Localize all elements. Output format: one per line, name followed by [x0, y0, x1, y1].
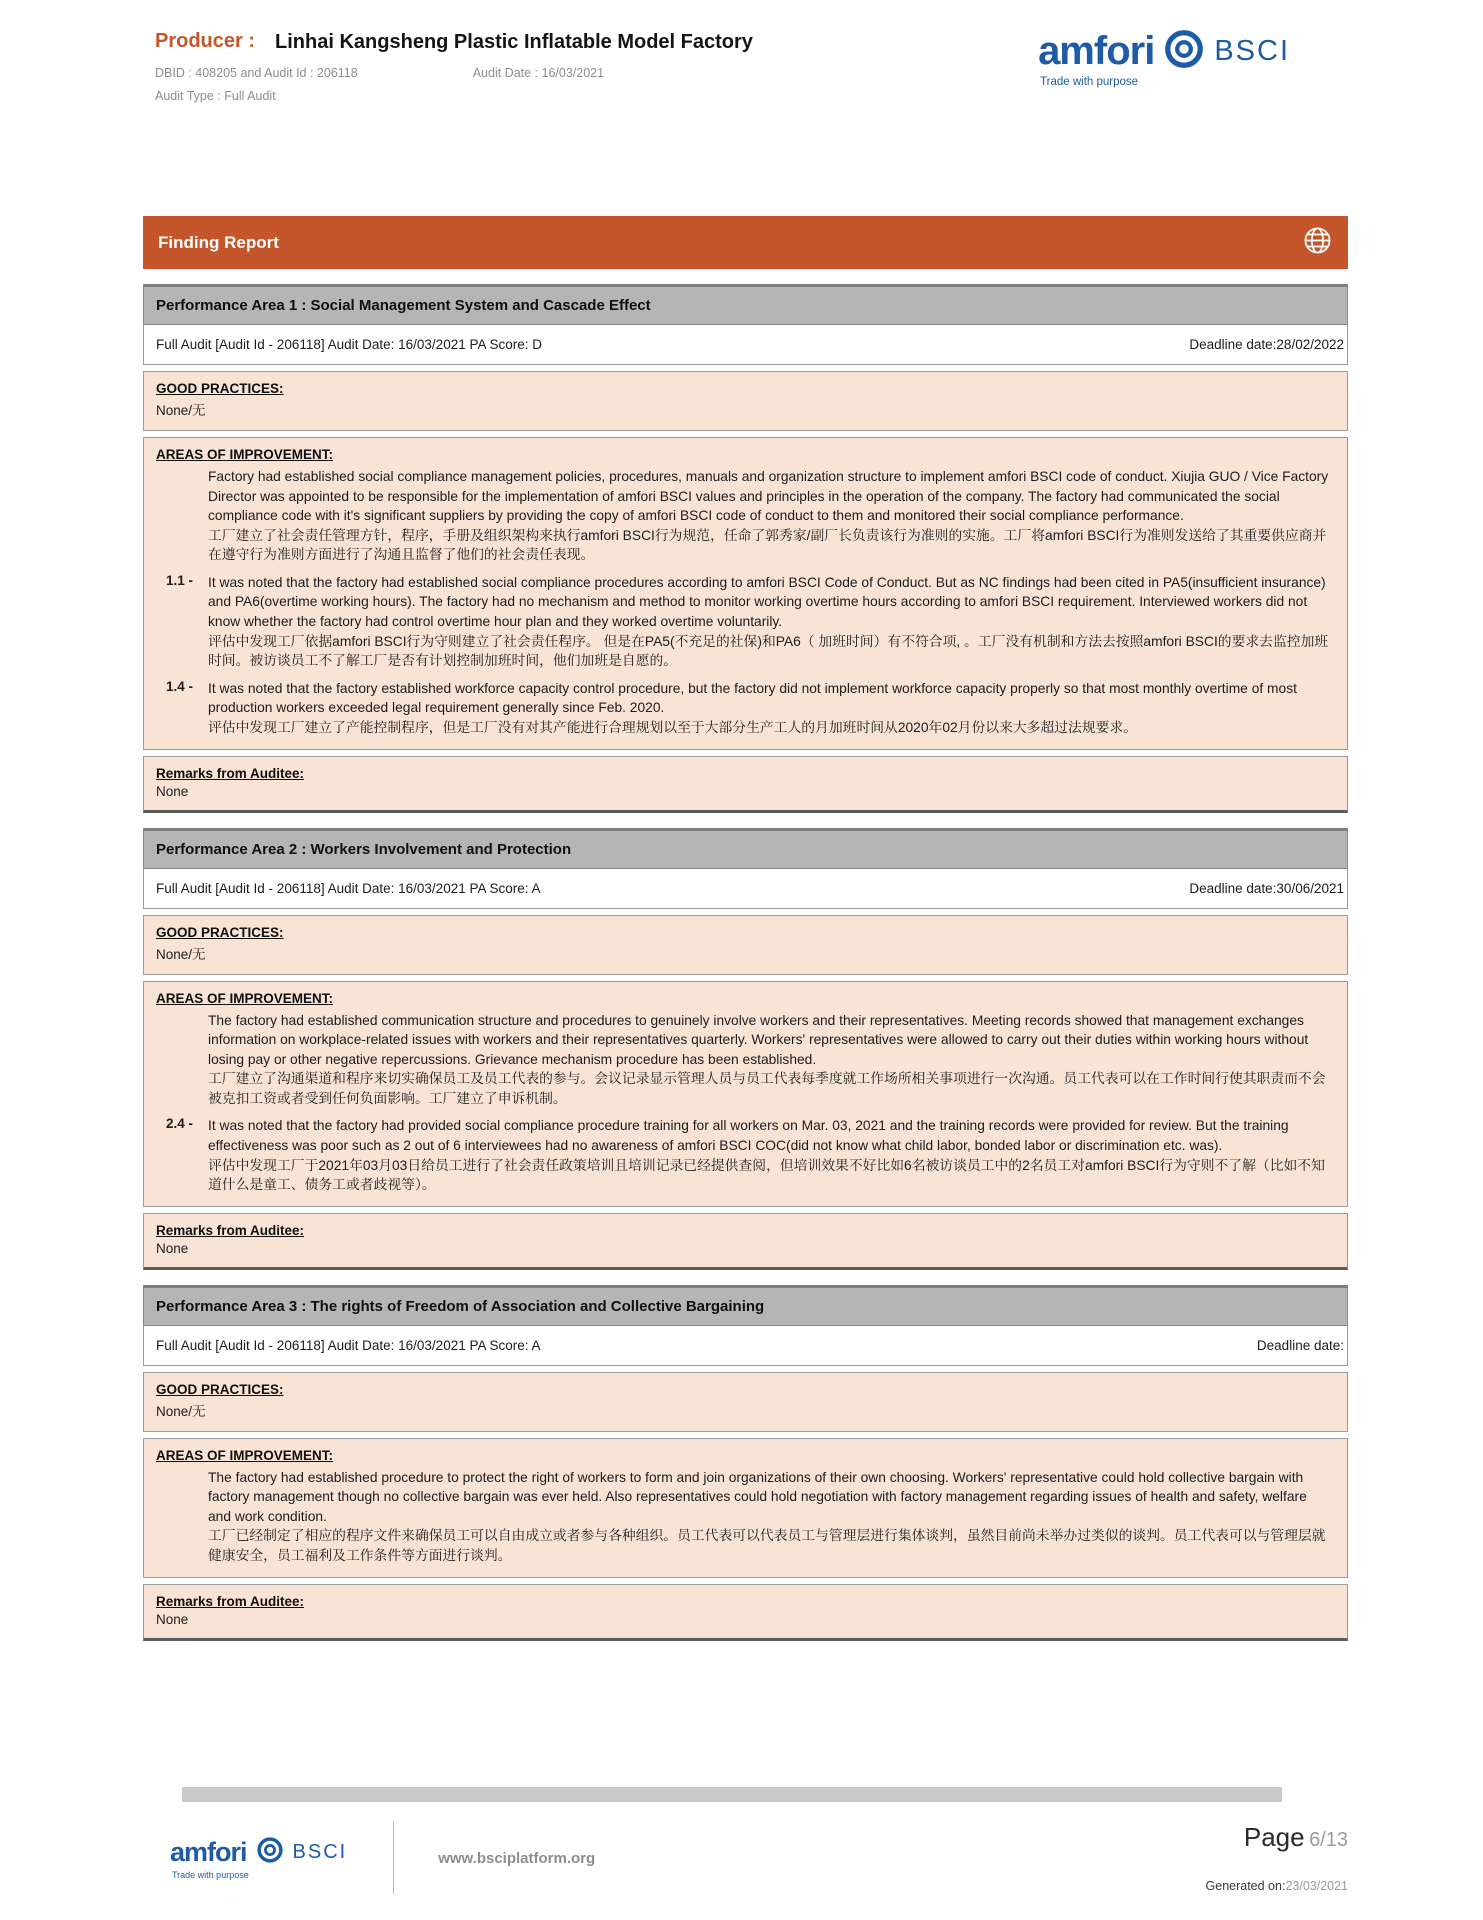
- section-title-bar: [143, 1285, 1348, 1326]
- remarks-label: Remarks from Auditee:: [156, 765, 305, 781]
- globe-icon: [1302, 225, 1333, 261]
- section-title: Performance Area 3 : The rights of Freedom of Association and Collective Bargaining: [156, 1297, 765, 1315]
- deadline-date: Deadline date:28/02/2022: [1189, 337, 1344, 352]
- remarks-value: None: [156, 1611, 189, 1627]
- remarks-box: [143, 756, 1348, 813]
- areas-of-improvement-box: [143, 437, 1348, 750]
- audit-line: Full Audit [Audit Id - 206118] Audit Date: 16/03/2021 PA Score: A: [156, 880, 541, 896]
- finding-text-en: The factory had established communication structure and procedures to genuinely involve workers and their representatives. Meeting records showed that management exchanges information on workplace-related issues with workers and their representatives quarterly. Workers' representatives were allowed to carry out their duties within working hours without losing pay or other negative repercussions. Grievance mechanism procedure has been established.: [208, 1012, 1309, 1067]
- deadline-date: Deadline date:30/06/2021: [1189, 880, 1344, 896]
- amfori-wordmark: amfori: [170, 1837, 247, 1867]
- remarks-label: Remarks from Auditee:: [156, 1222, 305, 1238]
- areas-of-improvement-label: AREAS OF IMPROVEMENT:: [156, 447, 334, 462]
- finding-text-cn: 评估中发现工厂于2021年03月03日给员工进行了社会责任政策培训且培训记录已经提供查阅，但培训效果不好比如6名被访谈员工中的2名员工对amfori BSCI行为守则不了解（比如不知道什么是童工、债务工或者歧视等）。: [208, 1157, 1325, 1193]
- remarks-value: None: [156, 783, 189, 799]
- audit-type-row: [155, 89, 1483, 103]
- footer-right: [1206, 1822, 1348, 1893]
- generated-label: Generated on:: [1205, 1879, 1286, 1893]
- section-title: Performance Area 2 : Workers Involvement and Protection: [156, 840, 572, 858]
- amfori-bsci-logo-footer: [170, 1836, 347, 1880]
- finding-text-cn: 工厂建立了社会责任管理方针，程序，手册及组织架构来执行amfori BSCI行为规范，任命了郭秀家/副厂长负责该行为准则的实施。工厂将amfori BSCI行为准则发送给了其重要供应商并在遵守行为准则方面进行了沟通且监督了他们的社会责任表现。: [208, 527, 1327, 563]
- producer-name: Linhai Kangsheng Plastic Inflatable Model Factory: [275, 31, 753, 53]
- document-header: [0, 0, 1483, 158]
- performance-area-1: [143, 284, 1348, 813]
- audit-info-row: [143, 325, 1348, 365]
- finding-report-banner: [143, 216, 1348, 269]
- audit-type: Audit Type : Full Audit: [155, 89, 276, 103]
- finding-intro: [156, 1011, 1335, 1109]
- remarks-label: Remarks from Auditee:: [156, 1593, 305, 1609]
- good-practices-value: None/无: [156, 403, 206, 418]
- areas-of-improvement-box: [143, 1438, 1348, 1578]
- footer-divider-bar: [182, 1787, 1282, 1802]
- amfori-swirl-icon: [1163, 28, 1205, 75]
- finding-text-en: It was noted that the factory established workforce capacity control procedure, but the factory did not implement workforce capacity properly so that most monthly overtime of most production workers exceeded legal requirement generally since Feb. 2020.: [208, 680, 1297, 716]
- amfori-swirl-icon: [256, 1836, 284, 1869]
- producer-label: Producer :: [155, 30, 256, 52]
- finding-text-cn: 工厂已经制定了相应的程序文件来确保员工可以自由成立或者参与各种组织。员工代表可以代表员工与管理层进行集体谈判，虽然目前尚未举办过类似的谈判。员工代表可以与管理层就健康安全，员工福利及工作条件等方面进行谈判。: [208, 1528, 1326, 1564]
- finding-text-cn: 工厂建立了沟通渠道和程序来切实确保员工及员工代表的参与。会议记录显示管理人员与员工代表每季度就工作场所相关事项进行一次沟通。员工代表可以在工作时间行使其职责而不会被克扣工资或者受到任何负面影响。工厂建立了申诉机制。: [208, 1071, 1326, 1106]
- finding-number: 1.1 -: [166, 572, 194, 588]
- dbid-and-audit-id: DBID : 408205 and Audit Id : 206118: [155, 66, 358, 80]
- finding-intro: [156, 467, 1335, 565]
- page-number: 6/13: [1309, 1829, 1348, 1851]
- audit-date: Audit Date : 16/03/2021: [472, 66, 605, 80]
- finding-text-cn: 评估中发现工厂建立了产能控制程序，但是工厂没有对其产能进行合理规划以至于大部分生产工人的月加班时间从2020年02月份以来大多超过法规要求。: [208, 719, 1138, 735]
- performance-area-3: [143, 1285, 1348, 1641]
- performance-area-2: [143, 828, 1348, 1270]
- page-indicator: [1206, 1822, 1348, 1853]
- good-practices-box: [143, 371, 1348, 431]
- deadline-date: Deadline date:: [1256, 1337, 1344, 1353]
- finding-number: 1.4 -: [166, 678, 194, 694]
- logo-tagline: Trade with purpose: [1040, 76, 1139, 88]
- bsci-wordmark: BSCI: [292, 1841, 348, 1863]
- good-practices-value: None/无: [156, 946, 206, 962]
- bsci-wordmark: BSCI: [1214, 35, 1290, 67]
- generated-on-row: [1206, 1879, 1348, 1893]
- finding-text-en: Factory had established social compliance management policies, procedures, manuals and organization structure to implement amfori BSCI code of conduct. Xiujia GUO / Vice Factory Director was appointed to be responsible for the implementation of amfori BSCI values and principles in the operation of the company. The factory had communicated the social compliance code with it's significant suppliers by providing the copy of amfori BSCI code of conduct to them and monitored their social compliance performance.: [208, 469, 1329, 524]
- amfori-logo-row: [170, 1836, 347, 1869]
- bsci-platform-url: www.bsciplatform.org: [438, 1849, 596, 1867]
- footer-left: [170, 1822, 595, 1894]
- remarks-value: None: [156, 1240, 189, 1256]
- remarks-box: [143, 1213, 1348, 1270]
- amfori-wordmark: amfori: [1038, 29, 1155, 73]
- finding-intro: [156, 1468, 1335, 1566]
- section-title-bar: [143, 284, 1348, 325]
- finding-text-en: The factory had established procedure to protect the right of workers to form and join organizations of their own choosing. Workers' representative could hold collective bargain with factory management though no collective bargain was ever held. Also representatives could hold negotiation with factory management regarding issues of health and safety, welfare and work condition.: [208, 1469, 1307, 1524]
- finding-text-en: It was noted that the factory had provided social compliance procedure training for all workers on Mar. 03, 2021 and the training records were provided for review. But the training effectiveness was poor such as 2 out of 6 interviewees had no awareness of amfori BSCI COC(did not know what child labor, bonded labor or discrimination etc. was).: [208, 1118, 1289, 1153]
- finding-text-en: It was noted that the factory had established social compliance procedures according to amfori BSCI Code of Conduct. But as NC findings had been cited in PA5(insufficient insurance) and PA6(overtime working hours). The factory had no mechanism and method to monitor working overtime hours according to amfori BSCI requirement. Interviewed workers did not know whether the factory had control overtime hour plan and they worked overtime voluntarily.: [208, 574, 1326, 630]
- finding-number: 2.4 -: [166, 1116, 194, 1132]
- page-footer: [170, 1822, 1348, 1894]
- areas-of-improvement-box: [143, 981, 1348, 1207]
- good-practices-label: GOOD PRACTICES:: [156, 381, 284, 396]
- section-title-bar: [143, 828, 1348, 869]
- finding-report-title: Finding Report: [158, 232, 279, 252]
- audit-line: Full Audit [Audit Id - 206118] Audit Date: 16/03/2021 PA Score: A: [156, 1337, 541, 1353]
- good-practices-box: [143, 915, 1348, 975]
- good-practices-label: GOOD PRACTICES:: [156, 1381, 284, 1397]
- audit-line: Full Audit [Audit Id - 206118] Audit Date: 16/03/2021 PA Score: D: [156, 337, 542, 352]
- audit-info-row: [143, 869, 1348, 909]
- logo-tagline: Trade with purpose: [172, 1870, 249, 1880]
- amfori-bsci-logo: [1038, 28, 1290, 88]
- good-practices-label: GOOD PRACTICES:: [156, 924, 284, 940]
- footer-vertical-divider: [393, 1822, 394, 1894]
- generated-date: 23/03/2021: [1285, 1879, 1348, 1893]
- amfori-logo-row: [1038, 28, 1290, 75]
- page-label: Page: [1243, 1822, 1305, 1852]
- finding-item: [156, 679, 1335, 738]
- finding-item: [156, 1116, 1335, 1194]
- areas-of-improvement-label: AREAS OF IMPROVEMENT:: [156, 990, 334, 1006]
- finding-text-cn: 评估中发现工厂依据amfori BSCI行为守则建立了社会责任程序。 但是在PA5(不充足的社保)和PA6（ 加班时间）有不符合项, 。工厂没有机制和方法去按照amfori BSCI的要求去监控加班时间。被访谈员工不了解工厂是否有计划控制加班时间，他们加班是自愿的。: [208, 633, 1329, 669]
- audit-info-row: [143, 1326, 1348, 1366]
- section-title: Performance Area 1 : Social Management System and Cascade Effect: [156, 297, 651, 314]
- finding-item: [156, 573, 1335, 671]
- report-body: [143, 216, 1348, 1641]
- remarks-box: [143, 1584, 1348, 1641]
- good-practices-value: None/无: [156, 1403, 206, 1419]
- good-practices-box: [143, 1372, 1348, 1432]
- areas-of-improvement-label: AREAS OF IMPROVEMENT:: [156, 1447, 334, 1463]
